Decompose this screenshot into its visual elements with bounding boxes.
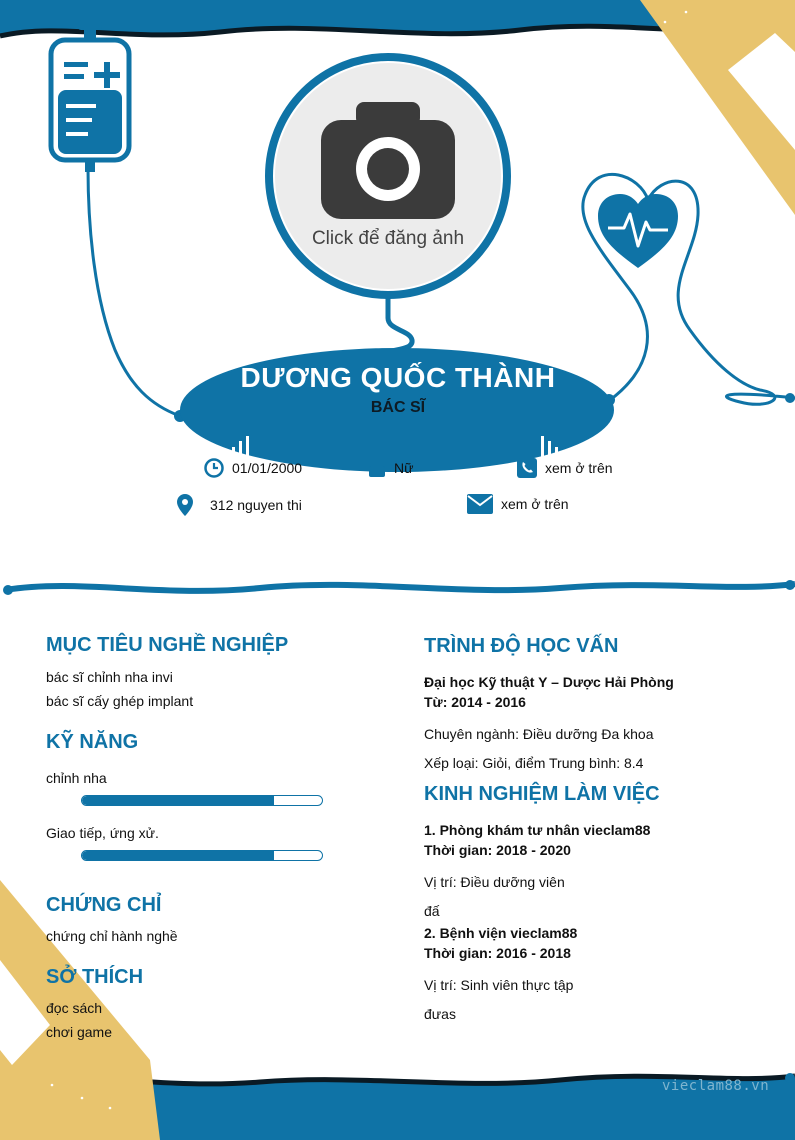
education-major: Chuyên ngành: Điều dưỡng Đa khoa — [424, 726, 654, 742]
upload-label[interactable]: Click để đăng ảnh — [311, 228, 465, 249]
hobby-line: đọc sách — [46, 1000, 103, 1016]
cert-title: CHỨNG CHỈ — [46, 894, 162, 916]
job-heading: 1. Phòng khám tư nhân vieclam88 — [424, 822, 651, 838]
objective-line: bác sĩ cấy ghép implant — [46, 693, 194, 709]
birthday-row — [204, 458, 302, 478]
job-position: Vị trí: Sinh viên thực tập — [424, 977, 574, 993]
phone-value: xem ở trên — [545, 460, 613, 476]
hobby-title: SỞ THÍCH — [46, 966, 144, 988]
clock-icon — [204, 458, 224, 478]
skill-bar-fill — [82, 796, 274, 805]
skill-label: chỉnh nha — [46, 770, 107, 786]
watermark: vieclam88.vn — [662, 1078, 770, 1094]
cert-line: chứng chỉ hành nghề — [46, 928, 178, 944]
candidate-role: BÁC SĨ — [370, 399, 426, 416]
experience-title: KINH NGHIỆM LÀM VIỆC — [424, 783, 660, 805]
education-title: TRÌNH ĐỘ HỌC VẤN — [424, 635, 619, 657]
email-value: xem ở trên — [501, 496, 569, 512]
phone-icon — [517, 458, 537, 478]
address-value: 312 nguyen thi — [210, 497, 302, 513]
skill-label: Giao tiếp, ứng xử. — [46, 825, 159, 841]
gender-row — [368, 458, 413, 478]
job-period: Thời gian: 2016 - 2018 — [424, 945, 571, 961]
gender-icon — [368, 458, 386, 478]
photo-upload[interactable] — [256, 52, 520, 302]
job-position: Vị trí: Điều dưỡng viên — [424, 874, 565, 890]
job-period: Thời gian: 2018 - 2020 — [424, 842, 571, 858]
candidate-name: DƯƠNG QUỐC THÀNH — [240, 362, 556, 393]
education-school: Đại học Kỹ thuật Y – Dược Hải Phòng — [424, 674, 674, 690]
job-heading: 2. Bệnh viện vieclam88 — [424, 925, 578, 941]
address-row — [177, 494, 302, 516]
job-note: đưas — [424, 1006, 456, 1022]
skills-title: KỸ NĂNG — [46, 731, 139, 753]
birthday-value: 01/01/2000 — [232, 460, 303, 476]
iv-bag-icon — [48, 20, 132, 172]
hobby-line: chơi game — [46, 1024, 112, 1040]
objective-line: bác sĩ chỉnh nha invi — [46, 669, 173, 685]
phone-row — [517, 458, 613, 478]
location-icon — [177, 494, 193, 516]
education-grade: Xếp loại: Giỏi, điểm Trung bình: 8.4 — [424, 755, 644, 771]
job-note: đấ — [424, 903, 440, 919]
heart-monitor-icon — [596, 192, 680, 270]
skill-bar-fill — [82, 851, 274, 860]
email-icon — [467, 494, 493, 514]
education-period: Từ: 2014 - 2016 — [424, 694, 526, 710]
skill-bar — [81, 795, 323, 806]
objective-title: MỤC TIÊU NGHỀ NGHIỆP — [46, 634, 289, 656]
email-row — [467, 494, 569, 514]
gender-value: Nữ — [394, 460, 414, 476]
skill-bar — [81, 850, 323, 861]
